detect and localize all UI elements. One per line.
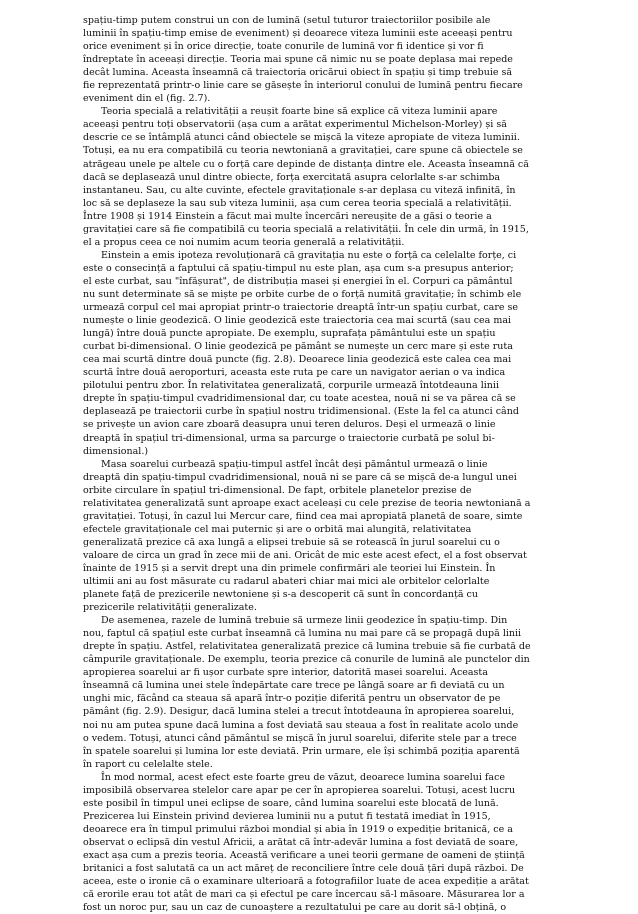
text-line: este o consecință a faptului că spațiu-timpul nu este plan, așa cum s-a presupus anterior; bbox=[83, 262, 514, 274]
text-line: loc să se deplaseze la sau sub viteza luminii, așa cum cerea teoria specială a relativității. bbox=[83, 197, 512, 209]
text-line: drepte în spațiu. Astfel, relativitatea generalizată prezice că lumina trebuie să fie curbată de bbox=[83, 641, 531, 653]
text-line: Totuși, ea nu era compatibilă cu teoria newtoniană a gravitației, care spune că obiectele se bbox=[83, 145, 523, 157]
text-line: cea mai scurtă dintre două puncte (fig. 2.8). Deoarece linia geodezică este calea cea mai bbox=[83, 354, 512, 366]
text-line: instantaneu. Sau, cu alte cuvinte, efectele gravitaționale s-ar deplasa cu viteză infinită, în bbox=[83, 184, 516, 196]
text-line: că erorile erau tot atât de mari ca și efectul pe care încercau să-l măsoare. Măsurarea lor a bbox=[83, 889, 525, 901]
text-line: o vedem. Totuși, atunci când pământul se mișcă în jurul soarelui, diferite stele par a trece bbox=[83, 732, 517, 744]
text-line: orice eveniment și în orice direcție, toate conurile de lumină vor fi identice și vor fi bbox=[83, 41, 484, 53]
paragraph bbox=[83, 105, 561, 249]
body-text bbox=[83, 14, 561, 914]
text-line: câmpurile gravitaționale. De exemplu, teoria prezice că conurile de lumină ale punctelor din bbox=[83, 654, 530, 666]
text-line: atrăgeau unele pe altele cu o forță care depinde de distanța dintre ele. Aceasta înseamnă că bbox=[83, 158, 529, 170]
text-line: dimensional.) bbox=[83, 445, 149, 457]
text-line: observat o eclipsă din vestul Africii, a arătat că într-adevăr lumina a fost deviată de soare, bbox=[83, 836, 519, 848]
paragraph bbox=[83, 458, 561, 615]
text-line: Prezicerea lui Einstein privind devierea luminii nu a putut fi testată imediat în 1915, bbox=[83, 810, 491, 822]
text-line: descrie ce se întâmplă atunci când obiectele se mișcă la viteze apropiate de viteza luminii. bbox=[83, 132, 520, 144]
paragraph bbox=[83, 14, 561, 105]
text-line: gravitației care să fie compatibilă cu teoria specială a relativității. În cele din urmă, în 1915, bbox=[83, 223, 529, 235]
text-line: el este curbat, sau "înfășurat", de distribuția masei și energiei în el. Corpuri ca pământul bbox=[83, 275, 513, 287]
text-line: fost un noroc pur, sau un caz de cunoaștere a rezultatului pe care au dorit să-l obțină, o bbox=[83, 902, 507, 914]
text-line: ultimii ani au fost măsurate cu radarul abateri chiar mai mici ale orbitelor celorlalte bbox=[83, 576, 490, 588]
text-line: drepte în spațiu-timpul cvadridimensional dar, cu toate acestea, nouă ni se va părea că se bbox=[83, 393, 516, 405]
text-line: relativitatea generalizată sunt aproape exact aceleași cu cele prezise de teoria newtoniană a bbox=[83, 497, 531, 509]
text-line: nou, faptul că spațiul este curbat înseamnă că lumina nu mai pare că se propagă după linii bbox=[83, 628, 522, 640]
text-line: valoare de circa un grad în zece mii de ani. Oricât de mic este acest efect, el a fost observat bbox=[83, 549, 527, 561]
text-line: el a propus ceea ce noi numim acum teoria generală a relativității. bbox=[83, 236, 405, 248]
text-line: îndreptate în aceeași direcție. Teoria mai spune că nimic nu se poate deplasa mai repede bbox=[83, 54, 513, 66]
text-line: planete față de prezicerile newtoniene și s-a descoperit că sunt în concordanță cu bbox=[83, 589, 478, 601]
text-line: scurtă între două aeroporturi, aceasta este ruta pe care un navigator aerian o va indica bbox=[83, 367, 506, 379]
text-line: Teoria specială a relativității a reușit foarte bine să explice că viteza luminii apare bbox=[101, 106, 498, 118]
text-line: exact așa cum a prezis teoria. Această verificare a unei teorii germane de oameni de știință bbox=[83, 850, 525, 861]
text-line: prezicerile relativității generalizate. bbox=[83, 602, 257, 614]
text-line: luminii în spațiu-timp emise de eveniment) și deoarece viteza luminii este aceeași pentru bbox=[83, 28, 513, 40]
text-line: lungă) între două puncte apropiate. De exemplu, suprafața pământului este un spațiu bbox=[83, 328, 496, 340]
text-line: pământ (fig. 2.9). Desigur, dacă lumina stelei a trecut întotdeauna în apropierea soarelui, bbox=[83, 706, 515, 718]
text-line: urmează corpul cel mai apropiat printr-o traiectorie dreaptă într-un spațiu curbat, care se bbox=[83, 302, 519, 314]
text-line: nu sunt determinate să se miște pe orbite curbe de o forță numită gravitație; în schimb ele bbox=[83, 288, 522, 300]
text-line: orbite circulare în spațiul tri-dimensional. De fapt, orbitele planetelor prezise de bbox=[83, 484, 472, 496]
text-line: De asemenea, razele de lumină trebuie să urmeze linii geodezice în spațiu-timp. Din bbox=[101, 615, 508, 627]
text-line: generalizată prezice că axa lungă a elipsei trebuie să se rotească în jurul soarelui cu o bbox=[83, 536, 500, 548]
text-line: unghi mic, făcând ca steaua să apară într-o poziție diferită pentru un observator de pe bbox=[83, 693, 501, 705]
text-line: dacă se deplasează unul dintre obiecte, forța exercitată asupra celorlalte s-ar schimba bbox=[83, 171, 501, 183]
text-line: înseamnă că lumina unei stele îndepărtate care trece pe lângă soare ar fi deviată cu un bbox=[83, 680, 505, 692]
text-line: aceeași pentru toți observatorii (așa cum a arătat experimentul Michelson-Morley) și să bbox=[83, 119, 507, 131]
text-line: fie reprezentată printr-o linie care se găsește în interiorul conului de lumină pentru fiecare bbox=[83, 80, 523, 92]
text-line: pilotului pentru zbor. În relativitatea generalizată, corpurile urmează întotdeauna linii bbox=[83, 380, 499, 392]
text-line: înainte de 1915 și a servit drept una din primele confirmări ale teoriei lui Einstein. În bbox=[83, 562, 496, 574]
paragraph bbox=[83, 614, 561, 771]
text-line: dreaptă în spațiul tri-dimensional, urma sa parcurge o traiectorie curbată pe solul bi- bbox=[83, 432, 495, 444]
text-line: aceea, este o ironie că o examinare ulterioară a fotografiilor luate de acea expediție a arătat bbox=[83, 876, 529, 888]
text-line: se privește un avion care zboară deasupra unui teren deluros. Deși el urmează o linie bbox=[83, 419, 496, 431]
text-line: deplasează pe traiectorii curbe în spațiul nostru tridimensional. (Este la fel ca atunci când bbox=[83, 406, 519, 418]
paragraph bbox=[83, 771, 561, 914]
text-line: spațiu-timp putem construi un con de lumină (setul tuturor traiectoriilor posibile ale bbox=[83, 15, 491, 26]
text-line: Între 1908 și 1914 Einstein a făcut mai multe încercări nereușite de a găsi o teorie a bbox=[83, 210, 492, 222]
text-line: eveniment din el (fig. 2.7). bbox=[83, 93, 211, 105]
text-line: Einstein a emis ipoteza revoluționară că gravitația nu este o forță ca celelalte forțe, ci bbox=[101, 249, 517, 261]
text-line: noi nu am putea spune dacă lumina a fost deviată sau steaua a fost în realitate acolo unde bbox=[83, 719, 519, 731]
text-line: în raport cu celelalte stele. bbox=[83, 758, 213, 770]
text-line: dreaptă din spațiu-timpul cvadridimensional, nouă ni se pare că se mișcă de-a lungul unei bbox=[83, 471, 517, 483]
text-line: este posibil în timpul unei eclipse de soare, când lumina soarelui este blocată de lună. bbox=[83, 797, 499, 809]
text-line: decât lumina. Aceasta înseamnă că traiectoria oricărui obiect în spațiu și timp trebuie să bbox=[83, 67, 513, 79]
text-line: efectele gravitaționale cel mai puternic și are o orbită mai alungită, relativitatea bbox=[83, 523, 472, 535]
text-line: în spatele soarelui și lumina lor este deviată. Prin urmare, ele își schimbă poziția aparentă bbox=[83, 745, 520, 757]
text-line: britanici a fost salutată ca un act măreț de reconciliere între cele două țări după război. De bbox=[83, 863, 524, 875]
text-line: În mod normal, acest efect este foarte greu de văzut, deoarece lumina soarelui face bbox=[101, 771, 506, 783]
text-line: gravitației. Totuși, în cazul lui Mercur care, fiind cea mai apropiată planetă de soare, simte bbox=[83, 510, 523, 522]
text-line: Masa soarelui curbează spațiu-timpul astfel încât deși pământul urmează o linie bbox=[101, 458, 488, 470]
text-line: apropierea soarelui ar fi ușor curbate spre interior, datorită masei soarelui. Aceasta bbox=[83, 667, 488, 679]
text-line: curbat bi-dimensional. O linie geodezică pe pământ se numește un cerc mare și este ruta bbox=[83, 341, 513, 353]
paragraph bbox=[83, 249, 561, 458]
text-line: numește o linie geodezică. O linie geodezică este traiectoria cea mai scurtă (sau cea mai bbox=[83, 315, 512, 327]
text-line: deoarece era în timpul primului război mondial și abia în 1919 o expediție britanică, ce a bbox=[83, 823, 513, 835]
text-line: imposibilă observarea stelelor care apar pe cer în apropierea soarelui. Totuși, acest lucru bbox=[83, 784, 516, 796]
